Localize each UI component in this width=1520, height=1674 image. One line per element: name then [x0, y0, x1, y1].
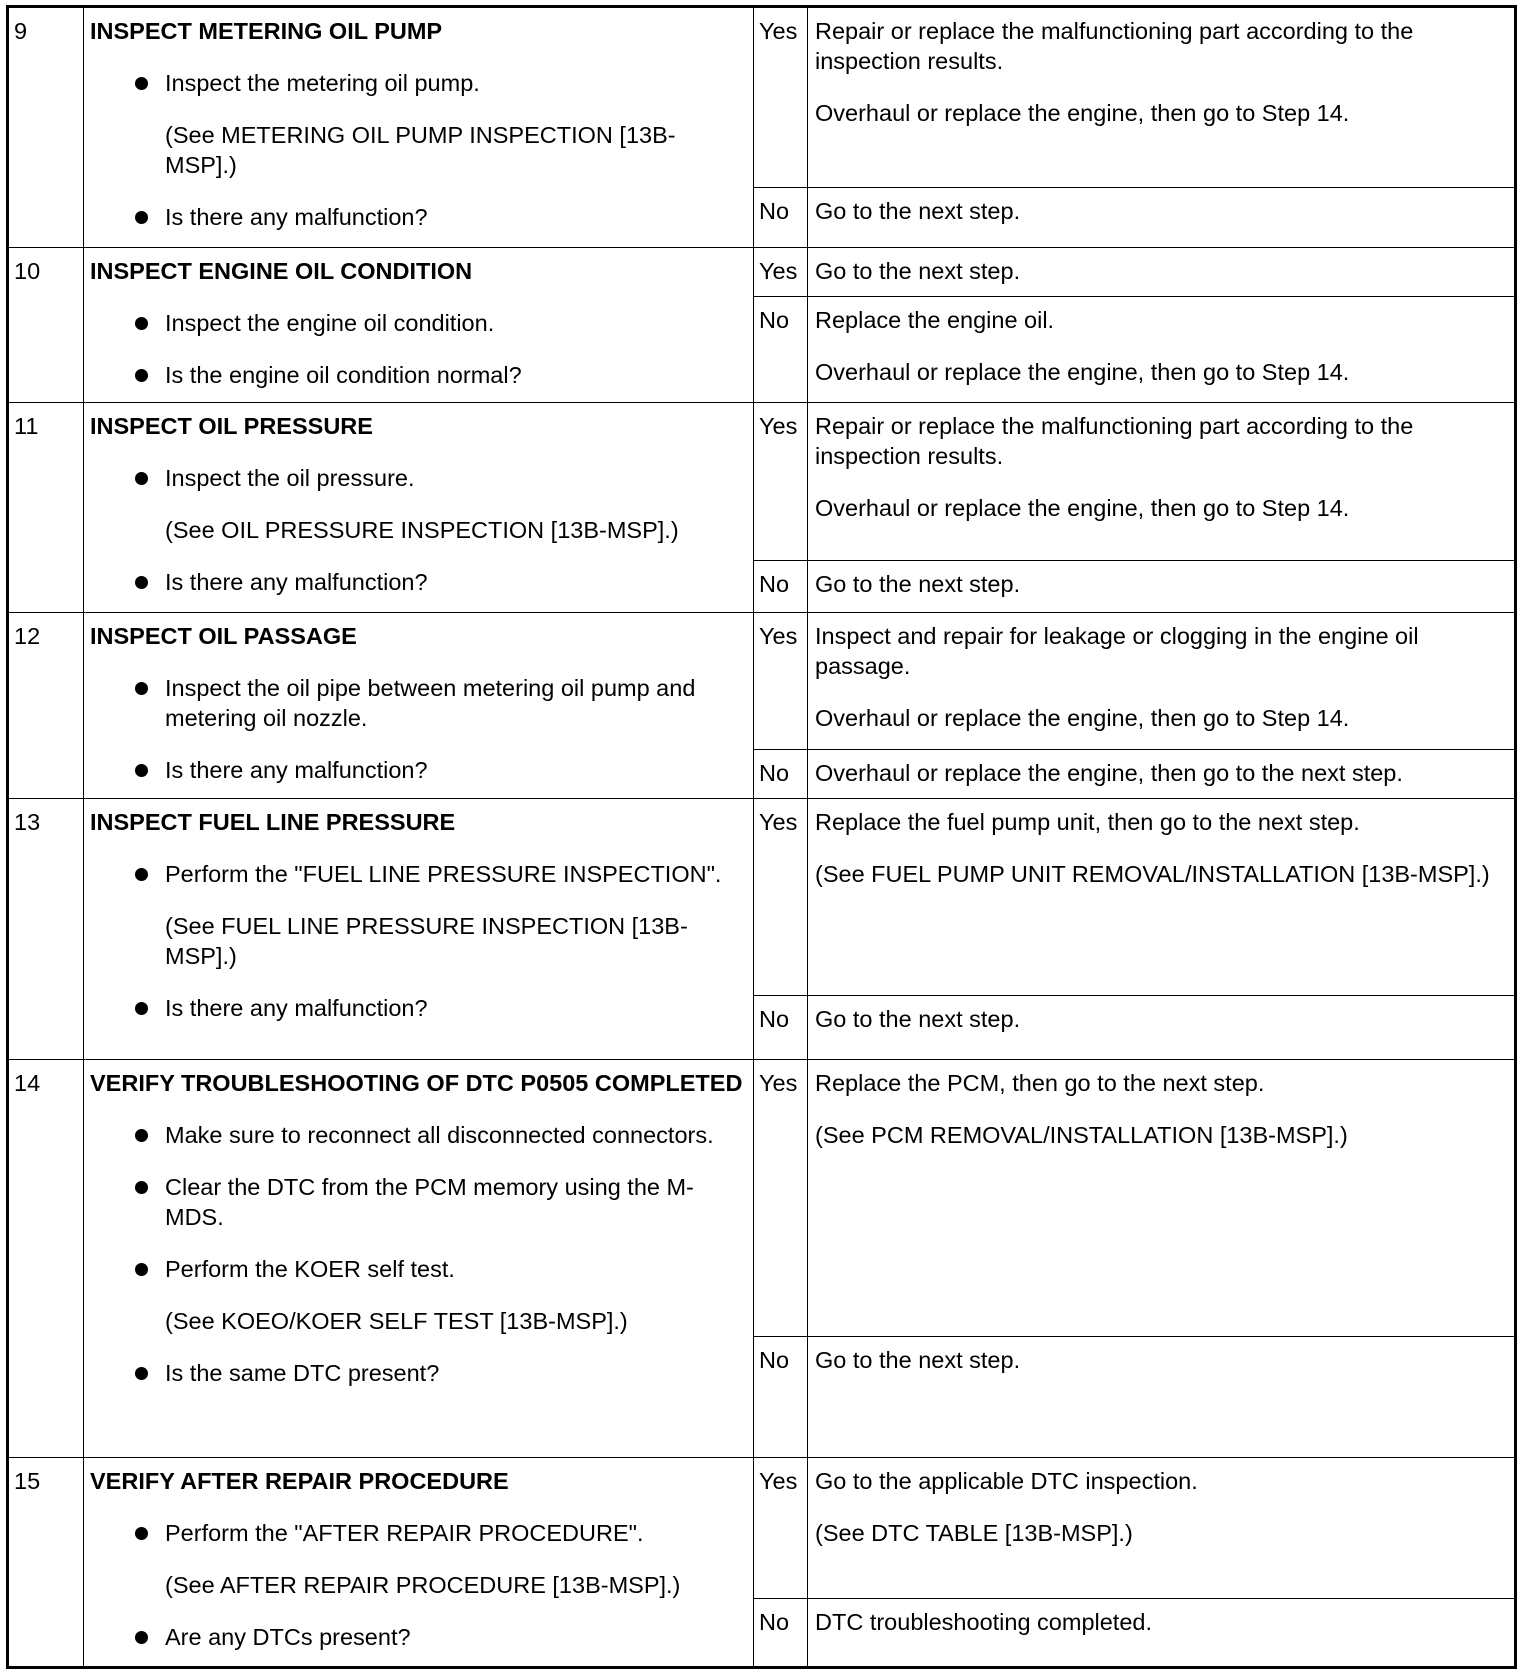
- bullet-item: Inspect the oil pipe between metering oil pump and metering oil nozzle.: [90, 673, 747, 733]
- reference-note: (See AFTER REPAIR PROCEDURE [13B-MSP].): [165, 1571, 681, 1598]
- step-number: 12: [8, 612, 84, 798]
- table-row: [8, 7, 1516, 188]
- result-text: Go to the next step.: [815, 1005, 1021, 1032]
- no-result: [808, 750, 1516, 798]
- bullet-item: Are any DTCs present?: [90, 1622, 747, 1652]
- yes-result: [808, 1060, 1516, 1337]
- step-title: INSPECT METERING OIL PUMP: [90, 18, 443, 44]
- step-title: INSPECT ENGINE OIL CONDITION: [90, 258, 473, 285]
- reference-note: (See METERING OIL PUMP INSPECTION [13B-MSP].): [165, 122, 676, 178]
- yes-result: [808, 798, 1516, 995]
- no-result: [808, 995, 1516, 1060]
- result-text: Repair or replace the malfunctioning part according to the inspection results.: [815, 18, 1414, 74]
- result-text: Go to the next step.: [815, 1346, 1021, 1373]
- reference-note: (See FUEL LINE PRESSURE INSPECTION [13B-MSP].): [165, 912, 688, 969]
- result-text: Repair or replace the malfunctioning part according to the inspection results.: [815, 413, 1414, 470]
- step-number: 15: [8, 1457, 84, 1667]
- table-row: [8, 612, 1516, 750]
- bullet-item: Is there any malfunction?: [90, 755, 747, 785]
- step-number: 13: [8, 798, 84, 1059]
- bullet-item: Is the same DTC present?: [90, 1358, 747, 1388]
- result-text: Replace the PCM, then go to the next step.: [815, 1070, 1265, 1097]
- bullet-item: Inspect the engine oil condition.: [90, 308, 747, 338]
- result-text: Inspect and repair for leakage or clogging in the engine oil passage.: [815, 622, 1419, 679]
- result-text: (See DTC TABLE [13B-MSP].): [815, 1519, 1133, 1546]
- result-text: Go to the applicable DTC inspection.: [815, 1467, 1198, 1494]
- table-row: [8, 798, 1516, 995]
- result-text: Go to the next step.: [815, 198, 1021, 225]
- bullet-item: Inspect the metering oil pump.: [90, 68, 747, 98]
- no-result: [808, 188, 1516, 248]
- step-action: [84, 798, 754, 1059]
- step-title: INSPECT OIL PRESSURE: [90, 413, 373, 440]
- table-row: [8, 403, 1516, 560]
- result-text: Overhaul or replace the engine, then go to Step 14.: [815, 100, 1350, 126]
- step-action: [84, 1457, 754, 1667]
- reference-note: (See KOEO/KOER SELF TEST [13B-MSP].): [165, 1308, 628, 1335]
- yes-result: [808, 1457, 1516, 1598]
- result-text: DTC troubleshooting completed.: [815, 1608, 1153, 1635]
- bullet-item: Make sure to reconnect all disconnected connectors.: [90, 1120, 747, 1150]
- no-label: No: [754, 296, 808, 403]
- step-action: [84, 248, 754, 403]
- step-title: INSPECT OIL PASSAGE: [90, 622, 357, 649]
- yes-label: Yes: [754, 403, 808, 560]
- result-text: (See PCM REMOVAL/INSTALLATION [13B-MSP].): [815, 1122, 1348, 1149]
- result-text: Go to the next step.: [815, 570, 1021, 597]
- step-number: 10: [8, 248, 84, 403]
- bullet-item: Perform the KOER self test.: [90, 1254, 747, 1284]
- reference-note: (See OIL PRESSURE INSPECTION [13B-MSP].): [165, 517, 679, 544]
- result-text: Go to the next step.: [815, 258, 1021, 285]
- no-label: No: [754, 188, 808, 248]
- result-text: Overhaul or replace the engine, then go to Step 14.: [815, 704, 1350, 731]
- yes-result: [808, 403, 1516, 560]
- yes-label: Yes: [754, 248, 808, 296]
- table-row: [8, 1457, 1516, 1598]
- bullet-item: Perform the "FUEL LINE PRESSURE INSPECTION".: [90, 859, 747, 889]
- step-action: [84, 612, 754, 798]
- step-action: [84, 7, 754, 248]
- step-action: [84, 403, 754, 612]
- bullet-item: Perform the "AFTER REPAIR PROCEDURE".: [90, 1518, 747, 1548]
- yes-result: [808, 248, 1516, 296]
- yes-label: Yes: [754, 7, 808, 188]
- result-text: Overhaul or replace the engine, then go to Step 14.: [815, 358, 1350, 385]
- bullet-item: Is the engine oil condition normal?: [90, 360, 747, 390]
- no-result: [808, 296, 1516, 403]
- bullet-item: Inspect the oil pressure.: [90, 463, 747, 493]
- step-number: 9: [8, 7, 84, 248]
- step-number: 11: [8, 403, 84, 612]
- table-row: [8, 1060, 1516, 1337]
- step-title: VERIFY AFTER REPAIR PROCEDURE: [90, 1467, 509, 1494]
- table-body: [8, 7, 1516, 1668]
- troubleshooting-table: [6, 5, 1517, 1669]
- yes-label: Yes: [754, 1060, 808, 1337]
- bullet-item: Is there any malfunction?: [90, 993, 747, 1023]
- table-row: [8, 248, 1516, 296]
- step-title: INSPECT FUEL LINE PRESSURE: [90, 808, 456, 835]
- bullet-item: Clear the DTC from the PCM memory using the M-MDS.: [90, 1172, 747, 1232]
- result-text: (See FUEL PUMP UNIT REMOVAL/INSTALLATION [13B-MSP].): [815, 860, 1490, 887]
- no-label: No: [754, 560, 808, 612]
- no-label: No: [754, 1598, 808, 1667]
- no-label: No: [754, 750, 808, 798]
- bullet-item: Is there any malfunction?: [90, 567, 747, 597]
- yes-label: Yes: [754, 612, 808, 750]
- yes-label: Yes: [754, 798, 808, 995]
- result-text: Replace the fuel pump unit, then go to the next step.: [815, 808, 1360, 835]
- step-action: [84, 1060, 754, 1458]
- no-result: [808, 560, 1516, 612]
- result-text: Replace the engine oil.: [815, 306, 1055, 333]
- result-text: Overhaul or replace the engine, then go to Step 14.: [815, 495, 1350, 522]
- no-label: No: [754, 1336, 808, 1457]
- yes-result: [808, 7, 1516, 188]
- yes-label: Yes: [754, 1457, 808, 1598]
- step-title: VERIFY TROUBLESHOOTING OF DTC P0505 COMPLETED: [90, 1070, 743, 1097]
- no-result: [808, 1598, 1516, 1667]
- step-number: 14: [8, 1060, 84, 1458]
- no-result: [808, 1336, 1516, 1457]
- result-text: Overhaul or replace the engine, then go to the next step.: [815, 760, 1403, 787]
- bullet-item: Is there any malfunction?: [90, 202, 747, 232]
- yes-result: [808, 612, 1516, 750]
- no-label: No: [754, 995, 808, 1060]
